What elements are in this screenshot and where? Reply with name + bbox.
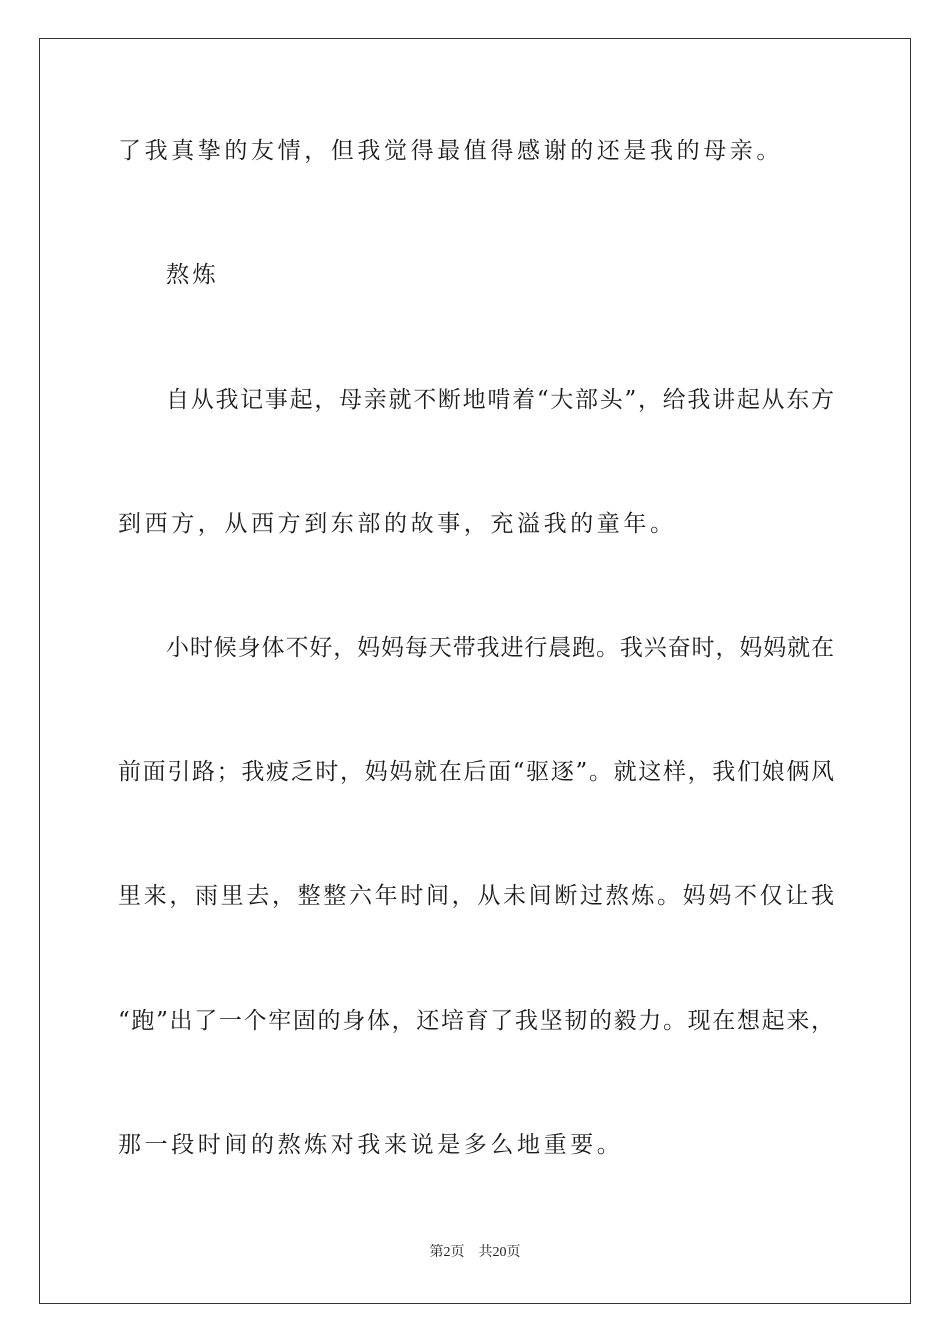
text-line: 小时候身体不好，妈妈每天带我进行晨跑。我兴奋时，妈妈就在 <box>166 635 834 661</box>
page-footer <box>0 1244 950 1262</box>
page-total: 共20页 <box>478 1245 521 1260</box>
text-line: 里来，雨里去，整整六年时间，从未间断过熬炼。妈妈不仅让我 <box>118 883 834 909</box>
text-line: 前面引路；我疲乏时，妈妈就在后面“驱逐”。就这样，我们娘俩风 <box>118 759 834 785</box>
text-line: 那一段时间的熬炼对我来说是多么地重要。 <box>118 1132 624 1158</box>
text-line: “跑”出了一个牢固的身体，还培育了我坚韧的毅力。现在想起来， <box>118 1008 834 1034</box>
section-heading: 熬炼 <box>166 262 220 288</box>
page-frame <box>39 38 911 1304</box>
text-line: 自从我记事起，母亲就不断地啃着“大部头”，给我讲起从东方 <box>166 387 834 413</box>
text-line: 到西方，从西方到东部的故事，充溢我的童年。 <box>118 511 677 537</box>
page-number: 第2页 <box>429 1245 465 1260</box>
text-line: 了我真挚的友情，但我觉得最值得感谢的还是我的母亲。 <box>118 138 783 164</box>
